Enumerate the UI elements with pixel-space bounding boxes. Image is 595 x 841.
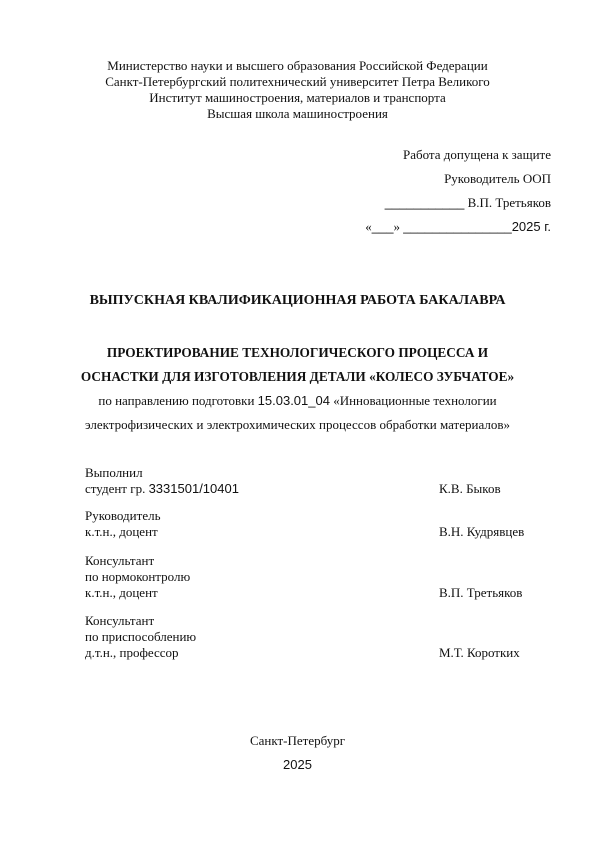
consultant-norm-subject: по нормоконтролю: [85, 569, 191, 584]
performer-position: [85, 481, 239, 497]
consultant-norm-name: В.П. Третьяков: [439, 585, 523, 600]
supervisor-role: Руководитель: [85, 508, 161, 523]
approval-head: Руководитель ООП: [444, 171, 551, 186]
performer-role: Выполнил: [85, 465, 143, 480]
footer-city: Санкт-Петербург: [249, 733, 346, 748]
approval-signature: [385, 195, 551, 211]
consultant-fixture-position: д.т.н., профессор: [85, 645, 179, 660]
supervisor-position: к.т.н., доцент: [85, 524, 158, 539]
date-quote-close: »: [393, 219, 400, 234]
consultant-fixture-subject: по приспособлению: [85, 629, 197, 644]
consultant-norm-position: к.т.н., доцент: [85, 585, 158, 600]
consultant-fixture-name: М.Т. Коротких: [439, 645, 520, 660]
performer-position-prefix: студент гр.: [85, 481, 149, 496]
approval-name: В.П. Третьяков: [467, 195, 551, 210]
approval-admitted: Работа допущена к защите: [402, 147, 551, 162]
date-quote-open: «: [365, 219, 372, 234]
consultant-norm-role: Консультант: [85, 553, 155, 568]
direction-line-2: электрофизических и электрохимических процессов обработки материалов»: [85, 417, 510, 432]
consultant-fixture-role: Консультант: [85, 613, 155, 628]
direction-code: 15.03.01_04: [257, 393, 330, 408]
topic-line-2: ОСНАСТКИ ДЛЯ ИЗГОТОВЛЕНИЯ ДЕТАЛИ «КОЛЕСО ЗУБЧАТОЕ»: [80, 369, 515, 384]
approval-date: [365, 219, 551, 235]
signature-line: ___________: [384, 195, 465, 210]
supervisor-name: В.Н. Кудрявцев: [439, 524, 525, 539]
date-day-line: ___: [371, 219, 394, 234]
school-line: Высшая школа машиностроения: [207, 106, 388, 121]
work-type-title: ВЫПУСКНАЯ КВАЛИФИКАЦИОННАЯ РАБОТА БАКАЛАВРА: [89, 293, 506, 308]
institute-line: Институт машиностроения, материалов и транспорта: [149, 90, 446, 105]
date-month-line: _______________: [403, 219, 512, 234]
ministry-line: Министерство науки и высшего образования Российской Федерации: [107, 58, 488, 73]
performer-group: 3331501/10401: [148, 481, 239, 496]
topic-line-1: ПРОЕКТИРОВАНИЕ ТЕХНОЛОГИЧЕСКОГО ПРОЦЕССА И: [106, 345, 489, 360]
footer-year: 2025: [283, 757, 312, 772]
direction-name-1: «Инновационные технологии: [329, 393, 497, 408]
performer-name: К.В. Быков: [439, 481, 501, 496]
direction-line-1: [0, 393, 595, 409]
university-line: Санкт-Петербургский политехнический университет Петра Великого: [105, 74, 490, 89]
date-year: 2025 г.: [511, 219, 551, 234]
direction-prefix: по направлению подготовки: [98, 393, 258, 408]
